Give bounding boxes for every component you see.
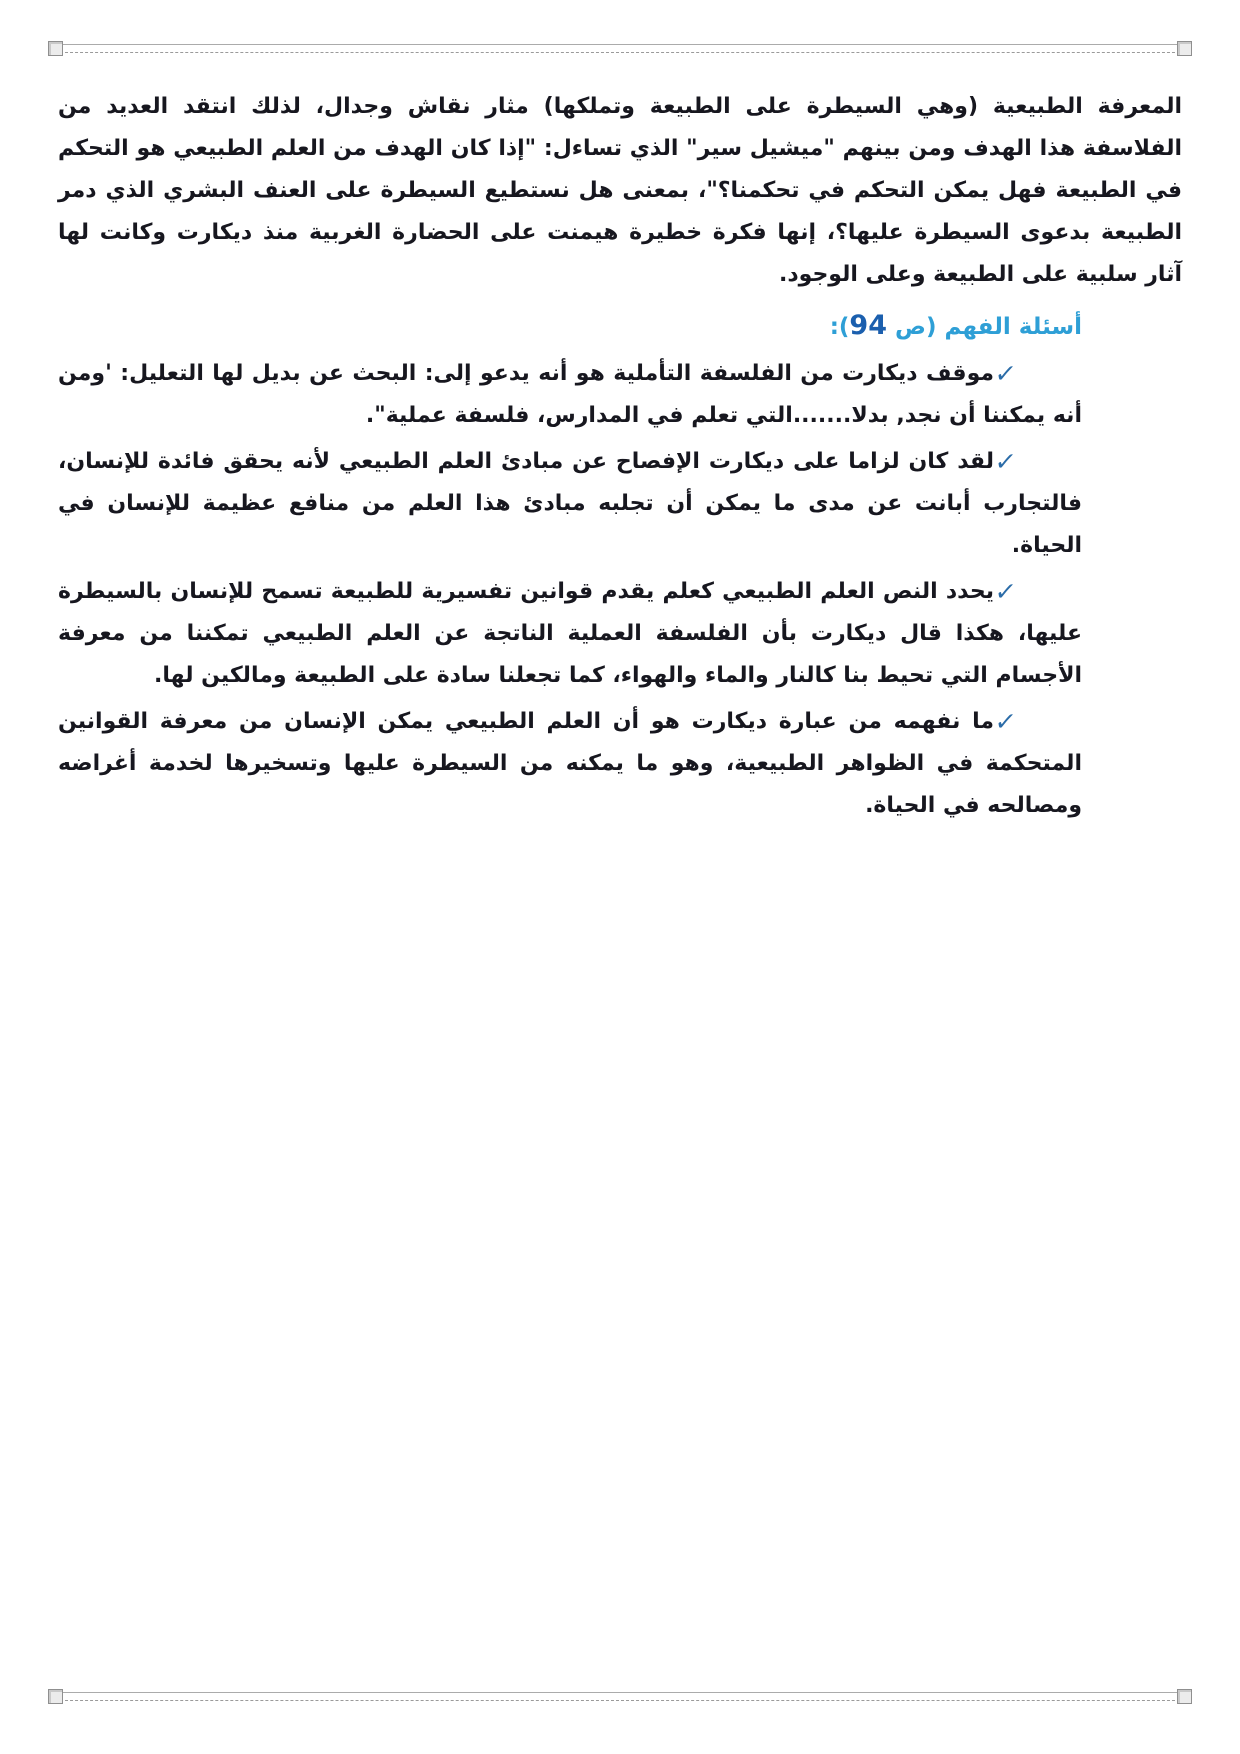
document-body (58, 86, 1182, 831)
check-icon: ✓ (993, 577, 1019, 606)
list-item (58, 701, 1082, 827)
list-item (58, 353, 1082, 437)
intro-paragraph: المعرفة الطبيعية (وهي السيطرة على الطبيعة وتملكها) مثار نقاش وجدال، لذلك انتقد العديد من الفلاسفة هذا الهدف ومن بينهم "ميشيل سير" الذي تساءل: "إذا كان الهدف من العلم الطبيعي هو التحكم في الطبيعة فهل يمكن التحكم في تحكمنا؟"، بمعنى هل نستطيع السيطرة على العنف البشري الذي دمر الطبيعة بدعوى السيطرة عليها؟، إنها فكرة خطيرة هيمنت على الحضارة الغربية منذ ديكارت وكانت لها آثار سلبية على الطبيعة وعلى الوجود. (58, 94, 1182, 287)
check-icon: ✓ (993, 707, 1019, 736)
section-heading (58, 306, 1082, 347)
list-item-text: لقد كان لزاما على ديكارت الإفصاح عن مبادئ العلم الطبيعي لأنه يحقق فائدة للإنسان، فالتجارب أبانت عن مدى ما يمكن أن تجلبه مبادئ هذا العلم من منافع عظيمة للإنسان في الحياة. (58, 449, 1082, 558)
answers-list (58, 353, 1182, 827)
list-item-text: موقف ديكارت من الفلسفة التأملية هو أنه يدعو إلى: البحث عن بديل لها التعليل: 'ومن أنه يمكننا أن نجد, بدلا.......التي تعلم في المدارس، فلسفة عملية". (58, 361, 1082, 428)
section-heading-close: ): (829, 314, 850, 340)
list-item-text: يحدد النص العلم الطبيعي كعلم يقدم قوانين تفسيرية للطبيعة تسمح للإنسان بالسيطرة عليها، هكذا قال ديكارت بأن الفلسفة العملية الناتجة عن العلم الطبيعي تمكننا من معرفة الأجسام التي تحيط بنا كالنار والماء والهواء، كما تجعلنا سادة على الطبيعة ومالكين لها. (58, 579, 1082, 688)
list-item (58, 441, 1082, 567)
list-item-text: ما نفهمه من عبارة ديكارت هو أن العلم الطبيعي يمكن الإنسان من معرفة القوانين المتحكمة في الظواهر الطبيعية، وهو ما يمكنه من السيطرة عليها وتسخيرها لخدمة أغراضه ومصالحه في الحياة. (58, 709, 1082, 818)
check-icon: ✓ (993, 359, 1019, 388)
border-corner-bottom-right-icon (1177, 1689, 1192, 1704)
border-corner-top-left-icon (48, 41, 63, 56)
page-number: 94 (849, 310, 887, 341)
border-corner-bottom-left-icon (48, 1689, 63, 1704)
page-border-top (55, 44, 1185, 53)
list-item (58, 571, 1082, 697)
page-border-bottom (55, 1692, 1185, 1701)
check-icon: ✓ (993, 447, 1019, 476)
section-heading-label: أسئلة الفهم (ص (887, 314, 1082, 340)
border-corner-top-right-icon (1177, 41, 1192, 56)
